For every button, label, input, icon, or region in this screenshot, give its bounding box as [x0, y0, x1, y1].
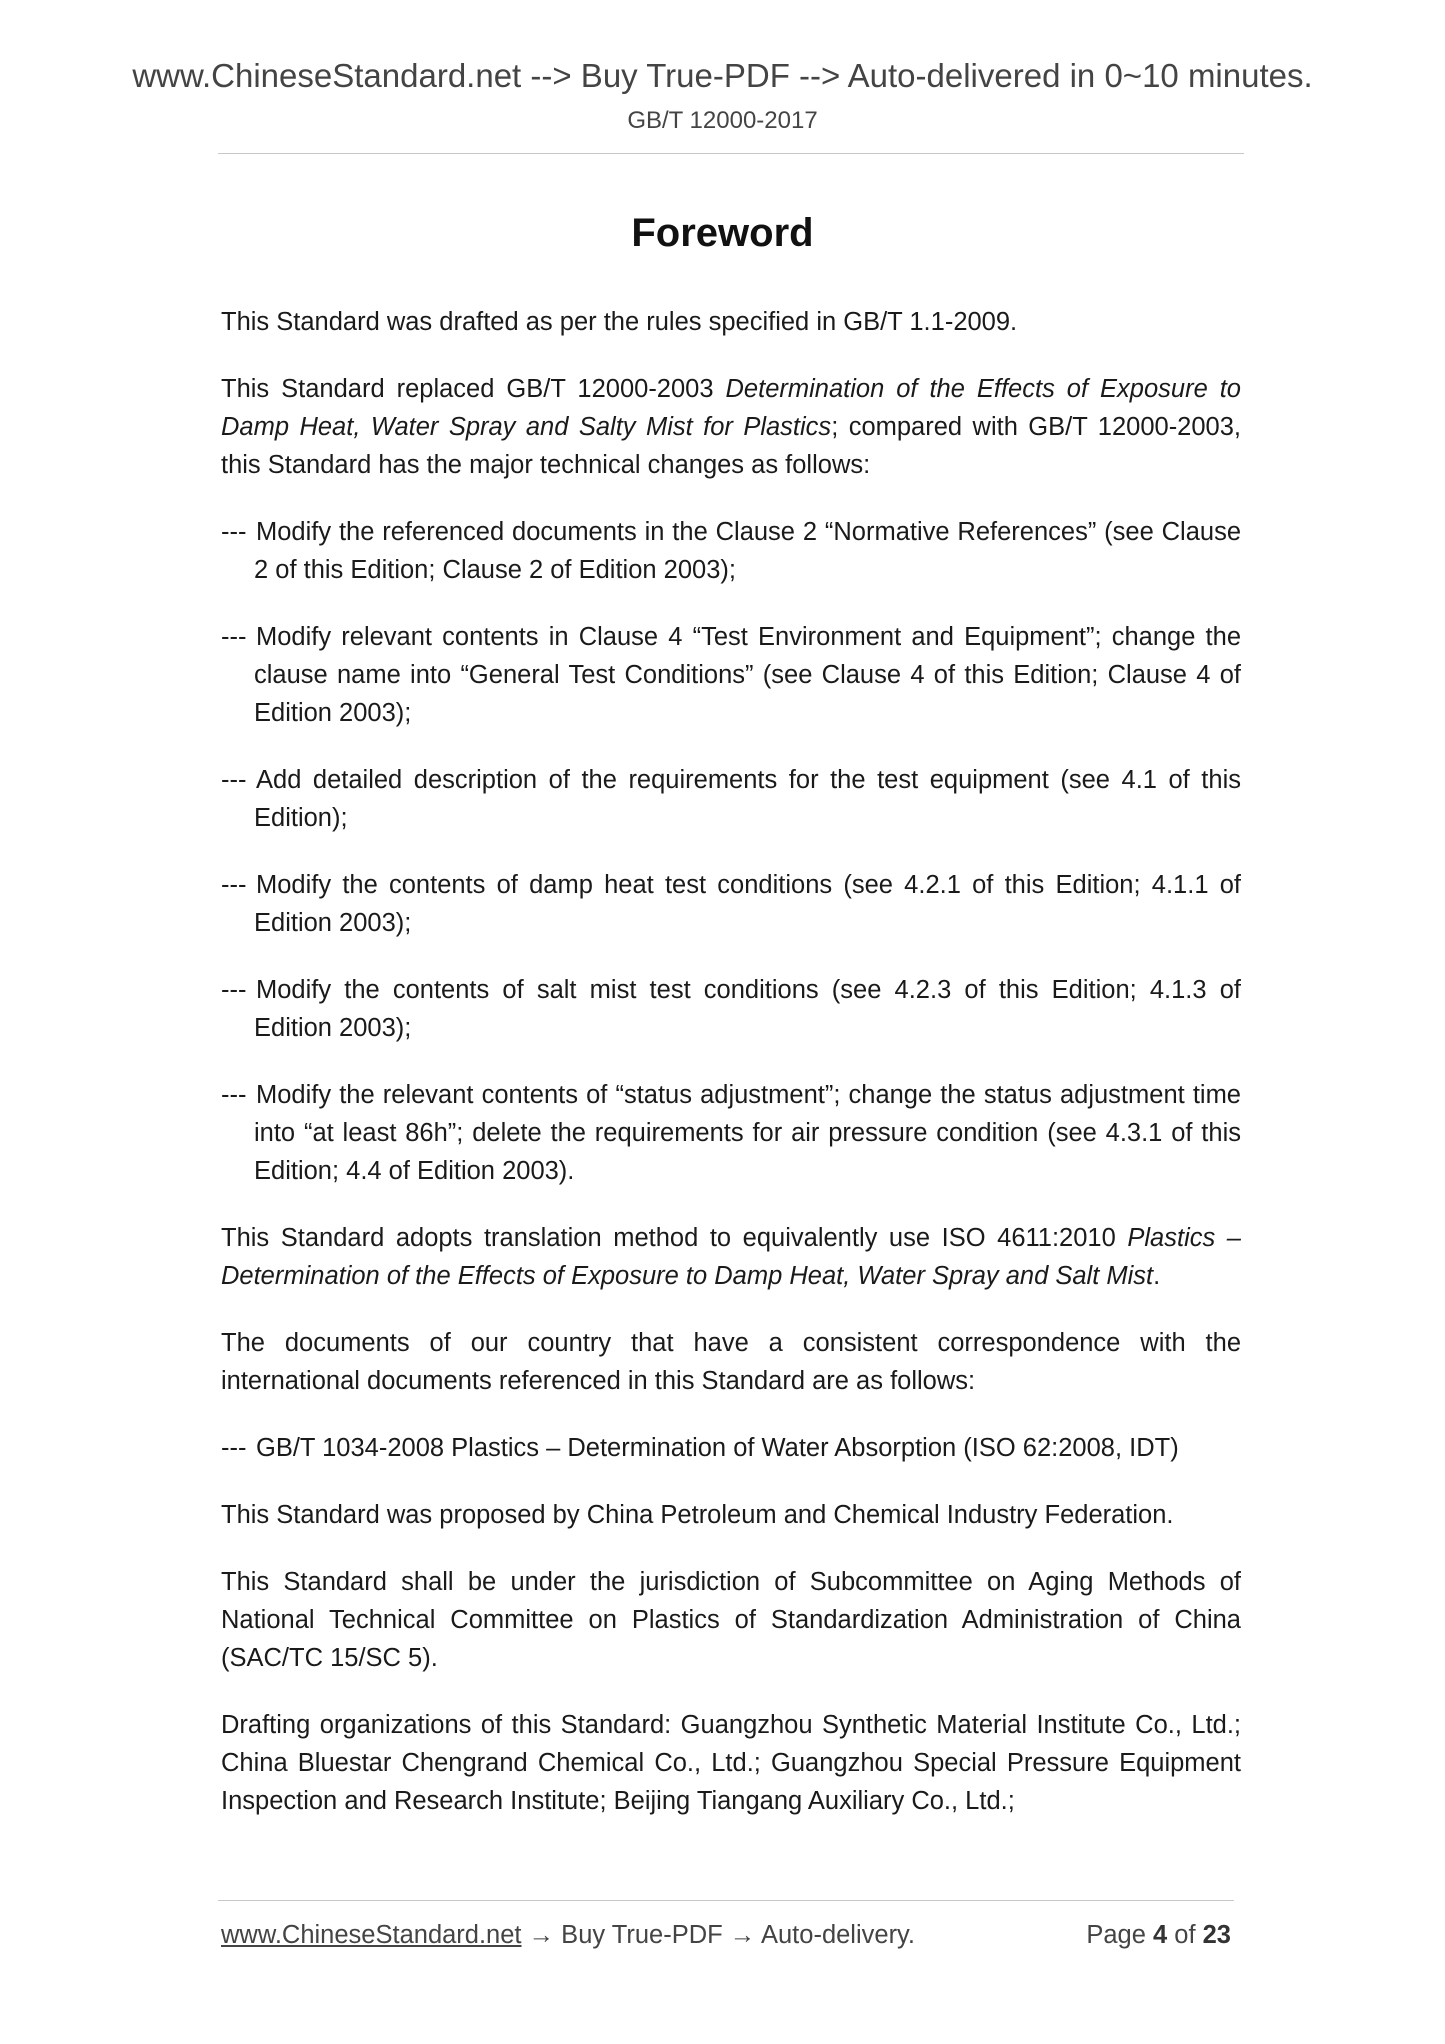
- change-item-text: Modify the contents of damp heat test conditions (see 4.2.1 of this Edition; 4.1.1 of Edition 2003);: [254, 871, 1241, 937]
- paragraph-drafting-organizations: Drafting organizations of this Standard: Guangzhou Synthetic Material Institute Co., Ltd.; China Bluestar Chengrand Chemical Co., Ltd.; Guangzhou Special Pressure Equipment Inspection and Research Institute; Beijing Tiangang Auxiliary Co., Ltd.;: [221, 1711, 1241, 1815]
- paragraph-adoption: [221, 1219, 1241, 1295]
- list-item: [221, 513, 1241, 589]
- paragraph-proposed-by: This Standard was proposed by China Petroleum and Chemical Industry Federation.: [221, 1501, 1174, 1529]
- paragraph-replacement: [221, 370, 1241, 484]
- dash-marker: ---: [221, 518, 247, 546]
- paragraph-drafting-rules: This Standard was drafted as per the rules specified in GB/T 1.1-2009.: [221, 308, 1018, 336]
- header-divider: [218, 153, 1244, 154]
- adopted-standard-title: Plastics – Determination of the Effects of Exposure to Damp Heat, Water Spray and Salt Mist: [221, 1224, 1241, 1290]
- page-title: Foreword: [631, 211, 814, 255]
- site-banner[interactable]: www.ChineseStandard.net --> Buy True-PDF --> Auto-delivered in 0~10 minutes.: [132, 57, 1313, 94]
- footer-divider: [218, 1900, 1234, 1901]
- list-item: [221, 1076, 1241, 1190]
- of-label: of: [1167, 1921, 1203, 1949]
- dash-marker: ---: [221, 976, 247, 1004]
- paragraph-correspondence: The documents of our country that have a consistent correspondence with the international documents referenced in this Standard are as follows:: [221, 1329, 1241, 1395]
- change-item-text: Modify the referenced documents in the Clause 2 “Normative References” (see Clause 2 of this Edition; Clause 2 of Edition 2003);: [254, 518, 1241, 584]
- adoption-text-b: .: [1153, 1262, 1161, 1290]
- page-indicator: [1086, 1921, 1231, 1950]
- footer-left: [221, 1921, 915, 1950]
- change-item-text: Modify relevant contents in Clause 4 “Test Environment and Equipment”; change the clause name into “General Test Conditions” (see Clause 4 of this Edition; Clause 4 of Edition 2003);: [254, 623, 1241, 727]
- dash-marker: ---: [221, 1434, 247, 1462]
- total-pages: 23: [1202, 1921, 1231, 1949]
- correspondence-item-text: GB/T 1034-2008 Plastics – Determination of Water Absorption (ISO 62:2008, IDT): [256, 1434, 1179, 1462]
- list-item: [221, 761, 1241, 837]
- paragraph-jurisdiction: This Standard shall be under the jurisdiction of Subcommittee on Aging Methods of National Technical Committee on Plastics of Standardization Administration of China (SAC/TC 15/SC 5).: [221, 1568, 1241, 1672]
- footer-site-link[interactable]: www.ChineseStandard.net: [221, 1921, 522, 1949]
- replacement-text-a: This Standard replaced GB/T 12000-2003: [221, 375, 726, 403]
- dash-marker: ---: [221, 623, 247, 651]
- list-item: [221, 866, 1241, 942]
- list-item: [221, 1429, 1241, 1467]
- footer-delivery-text: → Buy True-PDF → Auto-delivery.: [521, 1921, 915, 1949]
- dash-marker: ---: [221, 766, 247, 794]
- change-item-text: Add detailed description of the requirements for the test equipment (see 4.1 of this Edition);: [254, 766, 1241, 832]
- page-footer: [221, 1921, 1231, 1961]
- standard-number: GB/T 12000-2017: [627, 107, 818, 134]
- list-item: [221, 971, 1241, 1047]
- page-number: 4: [1153, 1921, 1168, 1949]
- replaced-standard-title: Determination of the Effects of Exposure to Damp Heat, Water Spray and Salty Mist for Plastics: [221, 375, 1241, 441]
- adoption-text-a: This Standard adopts translation method to equivalently use ISO 4611:2010: [221, 1224, 1128, 1252]
- replacement-text-b: ; compared with GB/T 12000-2003, this Standard has the major technical changes as follows:: [221, 413, 1241, 479]
- list-item: [221, 618, 1241, 732]
- dash-marker: ---: [221, 871, 247, 899]
- change-item-text: Modify the relevant contents of “status adjustment”; change the status adjustment time into “at least 86h”; delete the requirements for air pressure condition (see 4.3.1 of this Edition; 4.4 of Edition 2003).: [254, 1081, 1241, 1185]
- change-item-text: Modify the contents of salt mist test conditions (see 4.2.3 of this Edition; 4.1.3 of Edition 2003);: [254, 976, 1241, 1042]
- dash-marker: ---: [221, 1081, 247, 1109]
- foreword-body: [221, 303, 1241, 1849]
- page-label: Page: [1086, 1921, 1153, 1949]
